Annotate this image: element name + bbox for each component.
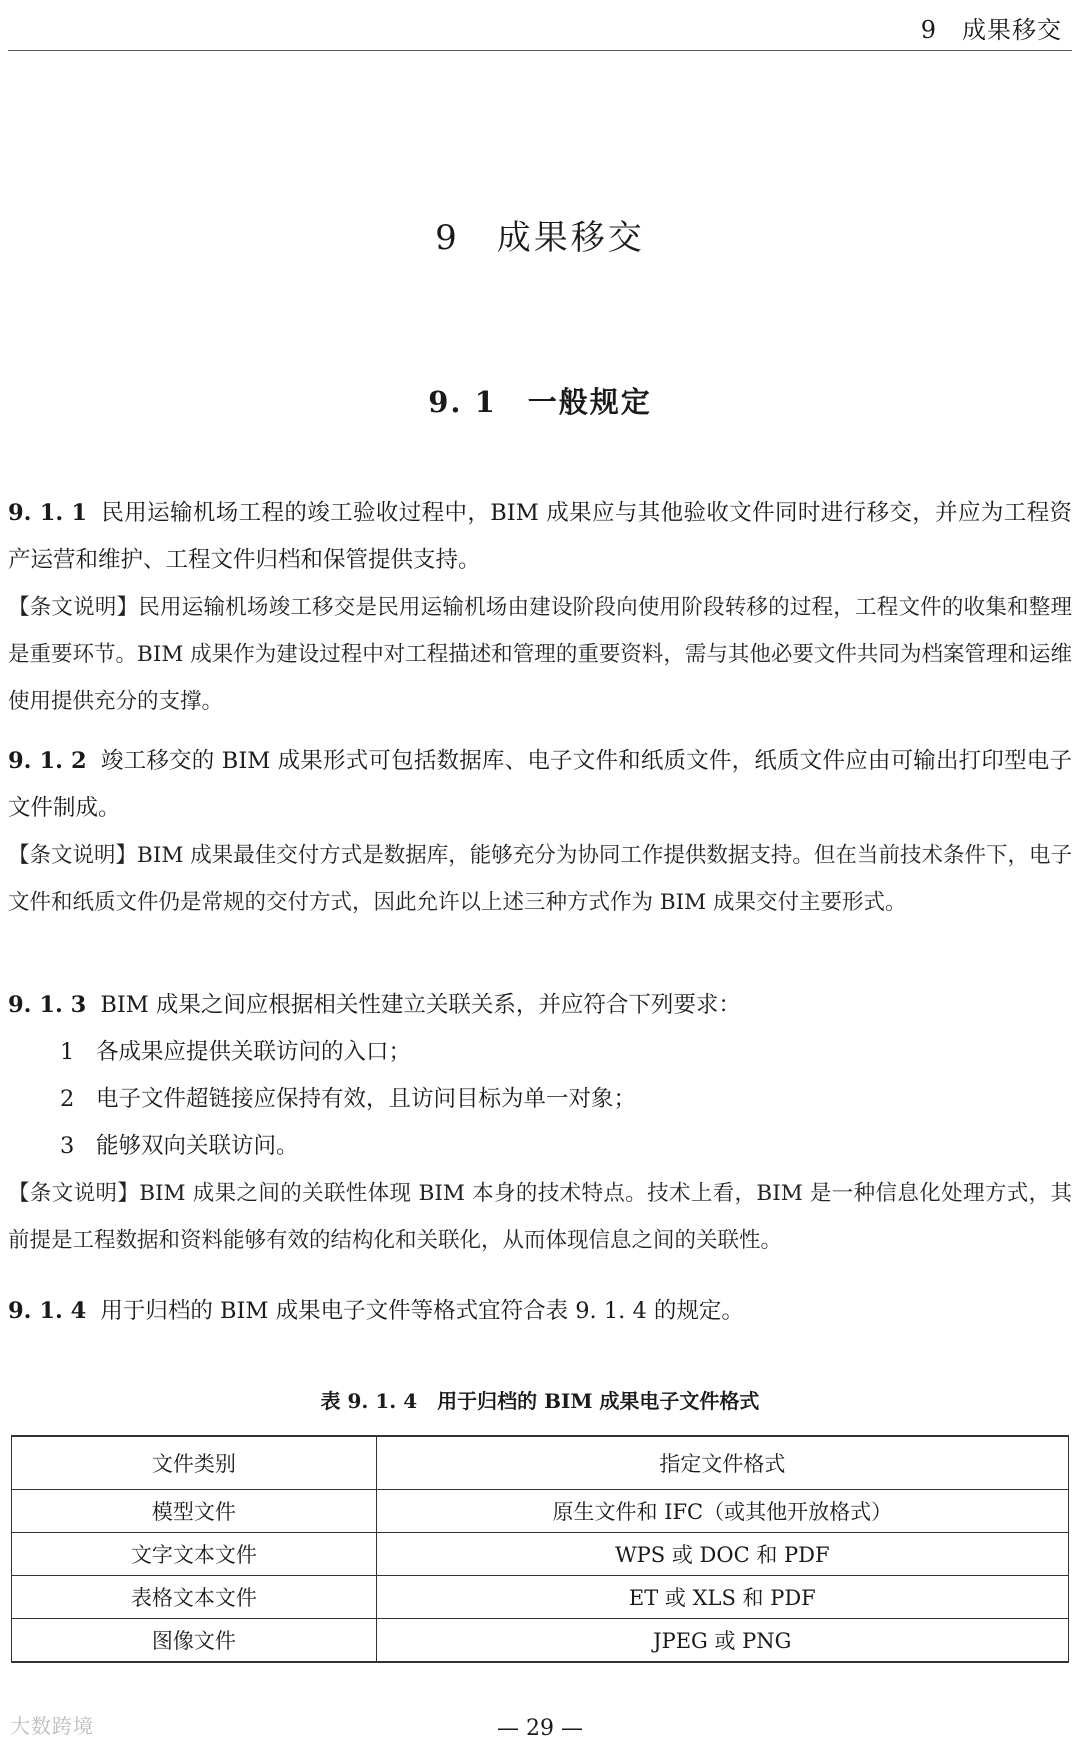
- header-divider: [8, 50, 1072, 51]
- table-cell: WPS 或 DOC 和 PDF: [376, 1533, 1068, 1576]
- clause-body: [8, 490, 1072, 584]
- table-header-row: [12, 1436, 1069, 1490]
- table-row: [12, 1533, 1069, 1576]
- table-row: [12, 1490, 1069, 1533]
- clause-body: [8, 1288, 1072, 1335]
- table-cell: 模型文件: [12, 1490, 377, 1533]
- clause-explanation: 【条文说明】BIM 成果最佳交付方式是数据库，能够充分为协同工作提供数据支持。但在当前技术条件下，电子文件和纸质文件仍是常规的交付方式，因此允许以上述三种方式作为 BIM 成果交付主要形式。: [8, 843, 1072, 915]
- list-item-number: 3: [60, 1133, 75, 1159]
- clause-9-1-3: [8, 982, 1072, 1264]
- list-item-text: 各成果应提供关联访问的入口；: [96, 1039, 412, 1065]
- clause-text: 竣工移交的 BIM 成果形式可包括数据库、电子文件和纸质文件，纸质文件应由可输出打印型电子文件制成。: [8, 748, 1072, 821]
- table-row: [12, 1619, 1069, 1663]
- table-caption: 表 9. 1. 4 用于归档的 BIM 成果电子文件格式: [320, 1389, 760, 1413]
- column-header: 指定文件格式: [376, 1436, 1068, 1490]
- clause-number: 9. 1. 2: [8, 748, 87, 774]
- list-item: [8, 1123, 1072, 1170]
- clause-body: [8, 982, 1072, 1029]
- table-cell: 原生文件和 IFC（或其他开放格式）: [376, 1490, 1068, 1533]
- clause-9-1-2: [8, 738, 1072, 926]
- watermark: 大数跨境: [10, 1714, 94, 1738]
- list-item: [8, 1076, 1072, 1123]
- table-cell: 图像文件: [12, 1619, 377, 1663]
- clause-number: 9. 1. 1: [8, 500, 88, 526]
- clause-body: [8, 738, 1072, 832]
- clause-explanation: 【条文说明】BIM 成果之间的关联性体现 BIM 本身的技术特点。技术上看，BIM 是一种信息化处理方式，其前提是工程数据和资料能够有效的结构化和关联化，从而体现信息之间的关联性。: [8, 1181, 1072, 1253]
- list-item-text: 能够双向关联访问。: [96, 1133, 299, 1159]
- chapter-title: 9 成果移交: [435, 218, 645, 258]
- clause-text: 用于归档的 BIM 成果电子文件等格式宜符合表 9. 1. 4 的规定。: [100, 1298, 744, 1324]
- list-item-number: 1: [60, 1039, 75, 1065]
- list-item-text: 电子文件超链接应保持有效，且访问目标为单一对象；: [96, 1086, 637, 1112]
- clause-text: BIM 成果之间应根据相关性建立关联关系，并应符合下列要求：: [100, 992, 741, 1018]
- table-cell: JPEG 或 PNG: [376, 1619, 1068, 1663]
- clause-explanation: 【条文说明】民用运输机场竣工移交是民用运输机场由建设阶段向使用阶段转移的过程，工程文件的收集和整理是重要环节。BIM 成果作为建设过程中对工程描述和管理的重要资料，需与其他必要文件共同为档案管理和运维使用提供充分的支撑。: [8, 595, 1072, 714]
- table-cell: 文字文本文件: [12, 1533, 377, 1576]
- clause-number: 9. 1. 4: [8, 1298, 87, 1324]
- running-header: 9 成果移交: [920, 16, 1062, 44]
- clause-9-1-1: [8, 490, 1072, 725]
- section-title: 9. 1 一般规定: [428, 385, 652, 419]
- table-cell: ET 或 XLS 和 PDF: [376, 1576, 1068, 1619]
- page-number: — 29 —: [497, 1716, 583, 1741]
- clause-9-1-4: [8, 1288, 1072, 1335]
- table-cell: 表格文本文件: [12, 1576, 377, 1619]
- clause-number: 9. 1. 3: [8, 992, 87, 1018]
- column-header: 文件类别: [12, 1436, 377, 1490]
- table-row: [12, 1576, 1069, 1619]
- list-item-number: 2: [60, 1086, 75, 1112]
- clause-text: 民用运输机场工程的竣工验收过程中，BIM 成果应与其他验收文件同时进行移交，并应为工程资产运营和维护、工程文件归档和保管提供支持。: [8, 500, 1072, 573]
- file-format-table: [11, 1435, 1069, 1663]
- list-item: [8, 1029, 1072, 1076]
